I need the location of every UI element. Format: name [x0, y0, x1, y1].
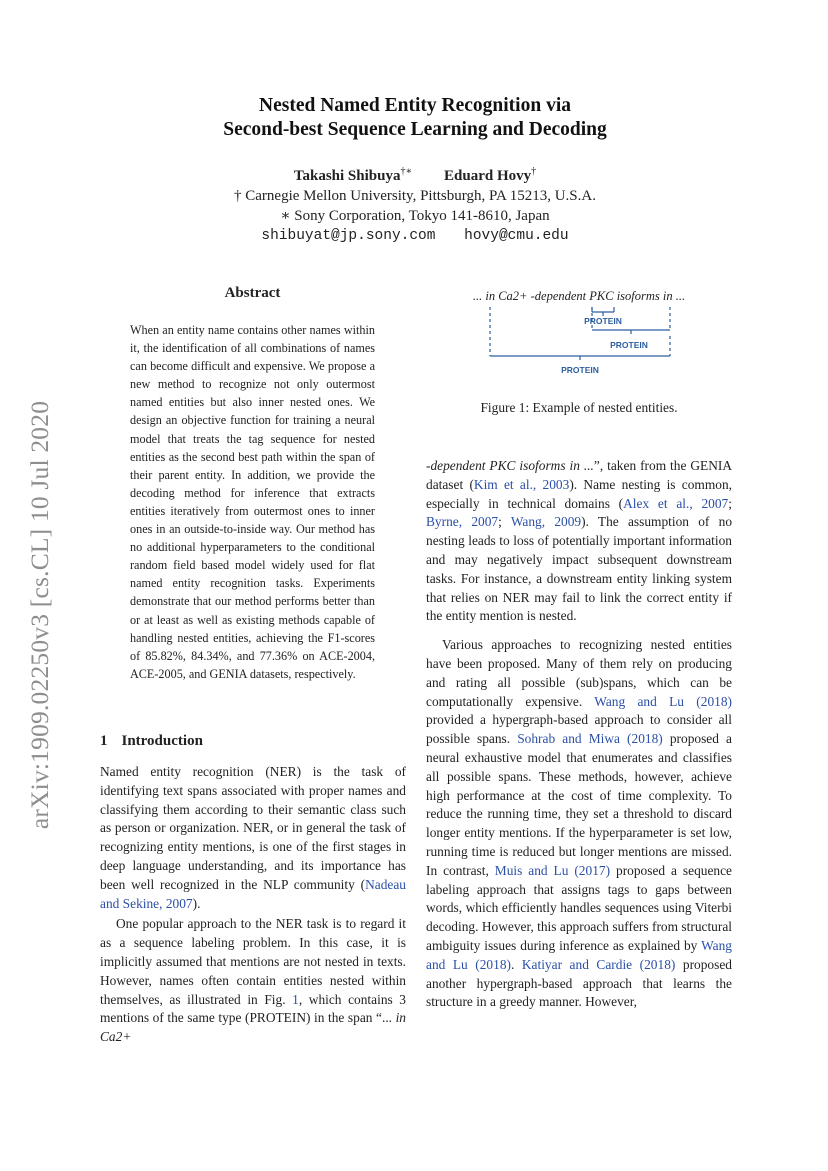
citation-alex[interactable]: Alex et al., 2007 — [623, 495, 729, 511]
section-number: 1 — [100, 733, 108, 749]
citation-wang-lu-2018-b[interactable]: Wang and Lu (2018) — [426, 937, 732, 972]
left-column-body — [100, 763, 406, 1047]
paper-title — [100, 94, 730, 142]
citation-sohrab-miwa[interactable]: Sohrab and Miwa (2018) — [517, 731, 663, 747]
title-line-2: Second-best Sequence Learning and Decoding — [223, 119, 607, 140]
figure-reference[interactable]: 1 — [292, 991, 299, 1007]
intro-paragraph-1: Named entity recognition (NER) is the task of identifying text spans associated with proper names and classifying them according to their semantic class such as person or organization. NER, or in general the task of recognizing entity mentions, is one of the first stages in deep language understanding, and its importance has been well recognized in the NLP community (Nadeau and Sekine, 2007). — [100, 764, 406, 911]
affiliation-2: ∗ Sony Corporation, Tokyo 141-8610, Japan — [280, 208, 550, 224]
author-names — [100, 162, 730, 186]
citation-wang-2009[interactable]: Wang, 2009 — [510, 514, 582, 530]
author-2: Eduard Hovy† — [444, 166, 537, 184]
citation-nadeau-sekine[interactable]: Nadeau and Sekine, 2007 — [100, 876, 406, 911]
title-line-1: Nested Named Entity Recognition via — [259, 95, 571, 116]
affiliation-1: † Carnegie Mellon University, Pittsburgh, PA 15213, U.S.A. — [234, 188, 596, 204]
citation-muis-lu[interactable]: Muis and Lu (2017) — [494, 862, 611, 878]
author-block — [100, 162, 730, 246]
section-title: Introduction — [121, 733, 203, 749]
author-emails — [100, 226, 730, 246]
right-column-body — [426, 457, 732, 1012]
author-1: Takashi Shibuya†∗ — [293, 166, 413, 184]
arxiv-identifier-text: arXiv:1909.02250v3 [cs.CL] 10 Jul 2020 — [25, 400, 54, 830]
entity-label-outer: PROTEIN — [561, 365, 599, 375]
figure-sentence: ... in Ca2+ -dependent PKC isoforms in ... — [472, 289, 686, 303]
figure-1 — [426, 286, 732, 386]
abstract-text: When an entity name contains other names within it, the identification of all combinations of names can become difficult and expensive. We propose a new method to recognize not only outermost named entities but also inner nested ones. We design an objective function for training a neural model that treats the tag sequence for nested entities as the second best path within the span of their parent entity. In addition, we provide the decoding method for inference that extracts entities iteratively from outermost ones to inner ones in an outside-to-inside way. Our method has no additional hyperparameters to the conditional random field based model widely used for flat named entity recognition tasks. Experiments demonstrate that our method performs better than or at least as well as existing methods capable of handling nested entities, achieving the F1-scores of 85.82%, 84.34%, and 77.36% on ACE-2004, ACE-2005, and GENIA datasets, respectively. — [130, 323, 375, 681]
citation-byrne[interactable]: Byrne, 2007 — [426, 514, 499, 530]
figure-caption: Figure 1: Example of nested entities. — [480, 400, 678, 415]
abstract-heading: Abstract — [224, 285, 281, 301]
email-1: shibuyat@jp.sony.com — [261, 228, 436, 244]
arxiv-identifier — [22, 375, 58, 855]
intro-paragraph-3: Various approaches to recognizing nested entities have been proposed. Many of them rely on producing and rating all possible (sub)spans, which can be computationally expensive. Wang and Lu (2018) provided a hypergraph-based approach to consider all possible spans. Sohrab and Miwa (2018) proposed a neural exhaustive model that enumerates and classifies all possible spans. These methods, however, achieve high performance at the cost of time complexity. To reduce the running time, they set a threshold to discard longer entity mentions. If the hyperparameter is set low, running time is reduced but longer mentions are missed. In contrast, Muis and Lu (2017) proposed a sequence labeling approach that assigns tags to gaps between words, which efficiently handles sequences using Viterbi decoding. However, this approach suffers from structural ambiguity issues during inference as explained by Wang and Lu (2018). Katiyar and Cardie (2018) proposed another hypergraph-based approach that learns the structure in a greedy manner. However, — [426, 637, 732, 1010]
citation-kim[interactable]: Kim et al., 2003 — [473, 476, 570, 492]
citation-katiyar-cardie[interactable]: Katiyar and Cardie (2018) — [521, 956, 676, 972]
entity-label-middle: PROTEIN — [610, 340, 648, 350]
intro-paragraph-2-continued: -dependent PKC isoforms in ...”, taken from the GENIA dataset (Kim et al., 2003). Name nesting is common, especially in technical domains (Alex et al., 2007; Byrne, 2007; Wang, 2009). The assumption of no nesting leads to loss of potentially important information and may negatively impact subsequent downstream tasks. For instance, a downstream entity linking system that relies on NER may fail to link the correct entity if the entity mention is nested. — [426, 458, 733, 624]
intro-paragraph-2: One popular approach to the NER task is to regard it as a sequence labeling problem. In this case, it is implicitly assumed that mentions are not nested in texts. However, names often contain entities nested within themselves, as illustrated in Fig. 1, which contains 3 mentions of the same type (PROTEIN) in the span “... in Ca2+ — [100, 916, 407, 1045]
citation-wang-lu-2018[interactable]: Wang and Lu (2018) — [594, 693, 732, 709]
entity-label-inner: PROTEIN — [584, 316, 622, 326]
nested-entities-diagram — [426, 286, 732, 386]
section-heading — [100, 733, 203, 750]
email-2: hovy@cmu.edu — [464, 228, 569, 244]
author-1-marks: †∗ — [400, 166, 413, 177]
author-2-marks: † — [531, 166, 537, 177]
